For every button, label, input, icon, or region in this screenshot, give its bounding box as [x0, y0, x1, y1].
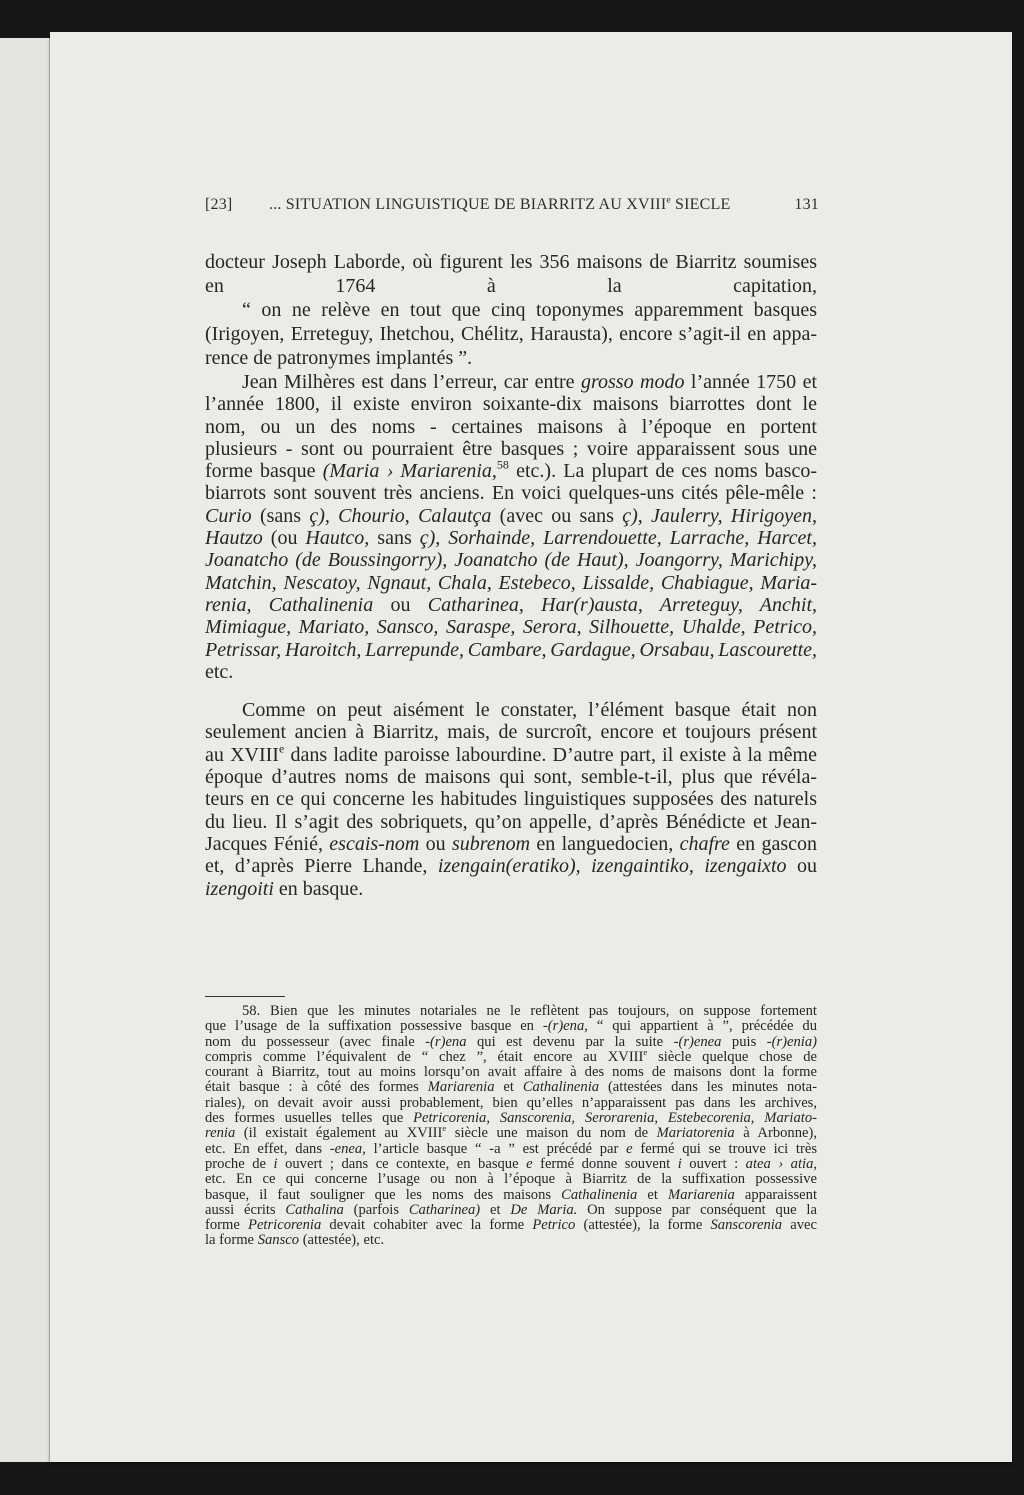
- text-segment: forme basque: [205, 460, 323, 483]
- text-segment: compris comme l’équivalent de “ chez ”, était encore au XVIII: [205, 1049, 644, 1065]
- text-segment: (attestée), etc.: [299, 1233, 385, 1249]
- text-line: [205, 1172, 817, 1187]
- text-segment: et: [637, 1187, 669, 1203]
- text-segment: époque d’autres noms de maisons qui sont, semble-t-il, plus que révéla-: [205, 766, 817, 789]
- text-line: [205, 460, 817, 482]
- italic-text: Sanscorenia: [710, 1218, 783, 1234]
- line-content: [205, 393, 817, 415]
- text-segment: que l’usage de la suffixation possessive basque en: [205, 1019, 543, 1035]
- line-content: [205, 639, 817, 661]
- italic-text: Mariarenia: [427, 1080, 495, 1096]
- text-segment: aussi écrits: [205, 1202, 286, 1218]
- text-line: [205, 1050, 817, 1065]
- text-segment: était basque : à côté des formes: [205, 1080, 428, 1096]
- text-segment: “ on ne relève en tout que cinq toponymes apparemment basques: [242, 299, 817, 321]
- italic-text: izengoiti: [205, 877, 274, 900]
- italic-text: Petrico: [532, 1218, 576, 1234]
- text-segment: en languedocien,: [530, 832, 680, 855]
- text-line: [205, 505, 817, 527]
- text-segment: (il existait également au XVIII: [235, 1126, 443, 1142]
- text-segment: biarrots sont souvent très anciens. En voici quelques-uns cités pêle-mêle :: [205, 482, 817, 505]
- text-line: [205, 549, 817, 571]
- facing-page-edge: [0, 38, 50, 1462]
- text-segment: teurs en ce qui concerne les habitudes linguistiques supposées des naturels: [205, 788, 817, 811]
- text-line: [205, 833, 817, 855]
- text-segment: à Arbonne),: [734, 1126, 817, 1142]
- italic-text: Hautco,: [305, 527, 370, 550]
- footnote-58: [205, 1004, 817, 1249]
- line-content: [205, 505, 817, 527]
- line-content: [205, 766, 817, 788]
- text-segment: fermé donne souvent: [532, 1156, 678, 1172]
- italic-text: Joanatcho (de Boussingorry), Joanatcho (de Haut), Joangorry, Marichipy,: [205, 549, 817, 572]
- line-content: [205, 721, 817, 743]
- text-line: [205, 766, 817, 788]
- text-line: [205, 438, 817, 460]
- text-line: [205, 855, 817, 877]
- footnote-ref: e: [278, 743, 285, 756]
- text-line: [205, 1218, 817, 1233]
- line-content: [205, 1065, 817, 1080]
- paragraph: [205, 699, 817, 900]
- running-header: [205, 196, 819, 214]
- text-segment: l’article basque “ -a ” est précédé par: [365, 1141, 627, 1157]
- text-segment: ou: [373, 593, 428, 616]
- text-segment: dans ladite paroisse labourdine. D’autre part, il existe à la même: [284, 743, 817, 766]
- italic-text: Petrissar, Haroitch, Larrepunde, Cambare, Gardague, Orsabau, Lascourette,: [205, 638, 817, 661]
- line-content: [205, 661, 233, 683]
- text-segment: docteur Joseph Laborde, où figurent les 356 maisons de Biarritz soumises: [205, 251, 817, 273]
- italic-text: Matchin, Nescatoy, Ngnaut, Chala, Estebeco, Lissalde, Chabiague, Maria-: [205, 571, 817, 594]
- italic-text: De Maria.: [510, 1202, 578, 1218]
- italic-text: Mariatorenia: [656, 1126, 735, 1142]
- text-line: [205, 1188, 817, 1203]
- line-content: [205, 833, 817, 855]
- italic-text: Petricorenia, Sanscorenia, Serorarenia, Estebecorenia, Mariato-: [413, 1111, 817, 1127]
- text-segment: Jacques Fénié,: [205, 832, 330, 855]
- text-segment: “ qui appartient à ”, précédée du: [587, 1019, 817, 1035]
- text-line: [205, 639, 817, 661]
- text-segment: nom, ou un des noms - certaines maisons à l’époque en portent: [205, 415, 817, 438]
- italic-text: (Maria › Mariarenia,: [322, 460, 497, 483]
- section-number: [23]: [205, 196, 233, 213]
- text-segment: seulement ancien à Biarritz, mais, de surcroît, encore et toujours présent: [205, 721, 817, 744]
- line-content: [205, 527, 817, 549]
- italic-text: grosso modo: [580, 371, 685, 393]
- line-content: [205, 1035, 817, 1050]
- line-content: [205, 1188, 817, 1203]
- text-line: [205, 1065, 817, 1080]
- text-segment: courant à Biarritz, tout au moins lorsqu’on avait affaire à des noms de maisons dont la forme: [205, 1065, 817, 1081]
- text-line: [205, 616, 817, 638]
- italic-text: chafre: [679, 832, 730, 855]
- text-line: [205, 1096, 817, 1111]
- italic-text: Cathalinenia: [522, 1080, 600, 1096]
- text-segment: en gascon: [729, 832, 817, 855]
- running-title-text: ... SITUATION LINGUISTIQUE DE BIARRITZ AU XVIII: [269, 196, 667, 213]
- line-content: [205, 572, 817, 594]
- italic-text: -enea,: [329, 1141, 366, 1157]
- text-segment: nom du possesseur (avec finale: [205, 1034, 426, 1050]
- text-segment: l’année 1800, il existe environ soixante-dix maisons biarrottes dont le: [205, 393, 817, 416]
- line-content: [205, 1050, 817, 1065]
- line-content: [205, 438, 817, 460]
- line-content: [205, 1126, 817, 1141]
- line-content: [205, 347, 472, 369]
- text-segment: siècle une maison du nom de: [446, 1126, 657, 1142]
- line-content: [205, 251, 817, 273]
- text-line: [205, 744, 817, 766]
- text-segment: forme: [205, 1218, 249, 1234]
- italic-text: Petricorenia: [248, 1218, 322, 1234]
- running-title-end: SIECLE: [670, 196, 731, 213]
- text-segment: etc.). La plupart de ces noms basco-: [508, 460, 817, 483]
- line-content: [205, 1233, 384, 1248]
- paragraph: [205, 371, 817, 683]
- italic-text: Hautzo: [205, 527, 263, 550]
- footnote-separator: [205, 996, 285, 997]
- text-segment: du lieu. Il s’agit des sobriquets, qu’on appelle, d’après Bénédicte et Jean-: [205, 810, 817, 833]
- line-content: [205, 1111, 817, 1126]
- italic-text: Mimiague, Mariato, Sansco, Saraspe, Serora, Silhouette, Uhalde, Petrico,: [205, 616, 817, 639]
- text-line: [205, 594, 817, 616]
- text-segment: Comme on peut aisément le constater, l’élément basque était non: [242, 699, 817, 722]
- line-content: [205, 460, 817, 482]
- text-segment: en basque.: [273, 877, 364, 900]
- text-line: [205, 788, 817, 810]
- text-segment: etc. En ce qui concerne l’usage ou non à l’époque à Biarritz de la suffixation possessive: [205, 1172, 817, 1188]
- page-number: 131: [794, 196, 819, 213]
- text-line: [205, 878, 817, 900]
- line-content: [205, 416, 817, 438]
- line-content: [205, 594, 817, 616]
- line-content: [205, 1096, 817, 1111]
- line-content: [205, 878, 363, 900]
- italic-text: izengain(eratiko), izengaintiko, izengaixto: [437, 855, 787, 878]
- text-segment: (ou: [262, 527, 306, 550]
- text-segment: puis: [721, 1034, 767, 1050]
- line-content: [205, 1218, 817, 1233]
- text-segment: rence de patronymes implantés ”.: [205, 347, 473, 369]
- line-content: [205, 616, 817, 638]
- running-title-sup: e: [666, 194, 671, 206]
- italic-text: i: [677, 1156, 682, 1172]
- text-segment: en 1764 à la capitation,: [205, 275, 817, 297]
- text-line: [205, 1019, 817, 1034]
- italic-text: Curio: [205, 504, 252, 527]
- text-segment: l’année 1750 et: [684, 371, 817, 393]
- text-segment: avec: [782, 1218, 817, 1234]
- text-segment: et: [494, 1080, 523, 1096]
- italic-text: -(r)enia): [766, 1034, 817, 1050]
- footnote-ref: e: [643, 1049, 648, 1057]
- text-segment: sans: [369, 527, 420, 550]
- line-content: [242, 371, 817, 393]
- line-content: [205, 811, 817, 833]
- text-segment: au XVIII: [205, 743, 279, 766]
- text-line: [205, 482, 817, 504]
- italic-text: Mariarenia: [668, 1187, 735, 1203]
- text-segment: ou: [786, 855, 817, 878]
- text-segment: etc.: [205, 660, 234, 683]
- text-segment: devait cohabiter avec la forme: [321, 1218, 533, 1234]
- italic-text: Catharinea): [408, 1202, 481, 1218]
- text-segment: (avec ou sans: [491, 504, 623, 527]
- text-line: [205, 250, 817, 274]
- line-content: [205, 1203, 817, 1218]
- text-segment: etc. En effet, dans: [205, 1141, 330, 1157]
- text-line: [205, 527, 817, 549]
- text-segment: (attestées dans les minutes nota-: [599, 1080, 817, 1096]
- line-content: [205, 1172, 817, 1187]
- text-segment: apparaissent: [734, 1187, 817, 1203]
- text-line: [205, 393, 817, 415]
- italic-text: Sansco: [257, 1233, 300, 1249]
- line-content: [205, 323, 817, 345]
- line-content: [205, 1019, 817, 1034]
- italic-text: Cathalina: [285, 1202, 344, 1218]
- text-segment: basque, il faut souligner que les noms des maisons: [205, 1187, 562, 1203]
- running-title: [269, 196, 794, 214]
- text-segment: (attestée), la forme: [575, 1218, 711, 1234]
- text-segment: ouvert ; dans ce contexte, en basque: [277, 1156, 527, 1172]
- italic-text: Catharinea, Har(r)austa, Arreteguy, Anchit,: [427, 593, 817, 616]
- text-segment: (sans: [251, 504, 310, 527]
- line-content: [205, 855, 817, 877]
- line-content: [242, 1004, 817, 1019]
- italic-text: subrenom: [451, 832, 531, 855]
- footnote-ref: 58: [496, 460, 509, 472]
- text-segment: proche de: [205, 1156, 274, 1172]
- text-segment: fermé qui se trouve ici très: [632, 1141, 817, 1157]
- line-content: [205, 744, 817, 766]
- italic-text: Cathalinenia: [561, 1187, 638, 1203]
- line-content: [205, 1142, 817, 1157]
- italic-text: i: [273, 1156, 278, 1172]
- text-line: [205, 416, 817, 438]
- text-line: [205, 572, 817, 594]
- text-segment: des formes usuelles telles que: [205, 1111, 414, 1127]
- text-line: [205, 1142, 817, 1157]
- line-content: [205, 788, 817, 810]
- line-content: [205, 1157, 817, 1172]
- italic-text: ç), Jaulerry, Hirigoyen,: [622, 504, 817, 527]
- text-line: [205, 371, 817, 393]
- text-line: [205, 1080, 817, 1095]
- text-line: [205, 1004, 817, 1019]
- text-line: [205, 346, 817, 370]
- text-segment: 58. Bien que les minutes notariales ne le reflètent pas toujours, on suppose fortement: [242, 1004, 817, 1019]
- text-segment: (parfois: [343, 1202, 409, 1218]
- italic-text: e: [626, 1141, 633, 1157]
- line-content: [205, 275, 817, 297]
- text-line: [205, 1157, 817, 1172]
- text-segment: ouvert :: [681, 1156, 746, 1172]
- text-line: [205, 1233, 817, 1248]
- line-content: [205, 549, 817, 571]
- italic-text: -(r)ena,: [542, 1019, 588, 1035]
- text-line: [205, 1203, 817, 1218]
- line-content: [205, 482, 817, 504]
- footnote-ref: e: [442, 1126, 447, 1134]
- text-segment: et, d’après Pierre Lhande,: [205, 855, 438, 878]
- body-text: [205, 250, 817, 900]
- italic-text: ç), Chourio, Calautça: [309, 504, 492, 527]
- text-segment: qui est devenu par la suite: [466, 1034, 674, 1050]
- text-line: [205, 274, 817, 298]
- paragraph: [205, 250, 817, 370]
- text-line: [205, 661, 817, 683]
- italic-text: e: [526, 1156, 533, 1172]
- text-line: [205, 1035, 817, 1050]
- text-line: [205, 1126, 817, 1141]
- line-content: [242, 299, 817, 321]
- text-segment: plusieurs - sont ou pourraient être basques ; voire apparaissent sous une: [205, 437, 817, 460]
- text-segment: ou: [419, 832, 452, 855]
- text-segment: la forme: [205, 1233, 258, 1249]
- text-line: [205, 322, 817, 346]
- text-line: [205, 298, 817, 322]
- text-segment: riales), on devait avoir aussi probablement, bien qu’elles n’apparaissent pas dans les archives,: [205, 1095, 817, 1111]
- text-segment: Jean Milhères est dans l’erreur, car entre: [242, 371, 581, 393]
- line-content: [242, 699, 817, 721]
- italic-text: -(r)ena: [425, 1034, 467, 1050]
- text-line: [205, 699, 817, 721]
- text-segment: siècle quelque chose de: [647, 1049, 817, 1065]
- italic-text: -(r)enea: [673, 1034, 722, 1050]
- line-content: [205, 1080, 817, 1095]
- text-line: [205, 721, 817, 743]
- text-line: [205, 811, 817, 833]
- text-line: [205, 1111, 817, 1126]
- text-segment: et: [480, 1202, 511, 1218]
- text-segment: (Irigoyen, Erreteguy, Ihetchou, Chélitz, Harausta), encore s’agit-il en appa-: [205, 323, 817, 345]
- italic-text: renia, Cathalinenia: [205, 593, 374, 616]
- italic-text: escais-nom: [329, 832, 420, 855]
- italic-text: atea › atia,: [745, 1156, 817, 1172]
- italic-text: renia: [205, 1126, 236, 1142]
- italic-text: ç), Sorhainde, Larrendouette, Larrache, Harcet,: [419, 527, 817, 550]
- text-segment: On suppose par conséquent que la: [577, 1202, 817, 1218]
